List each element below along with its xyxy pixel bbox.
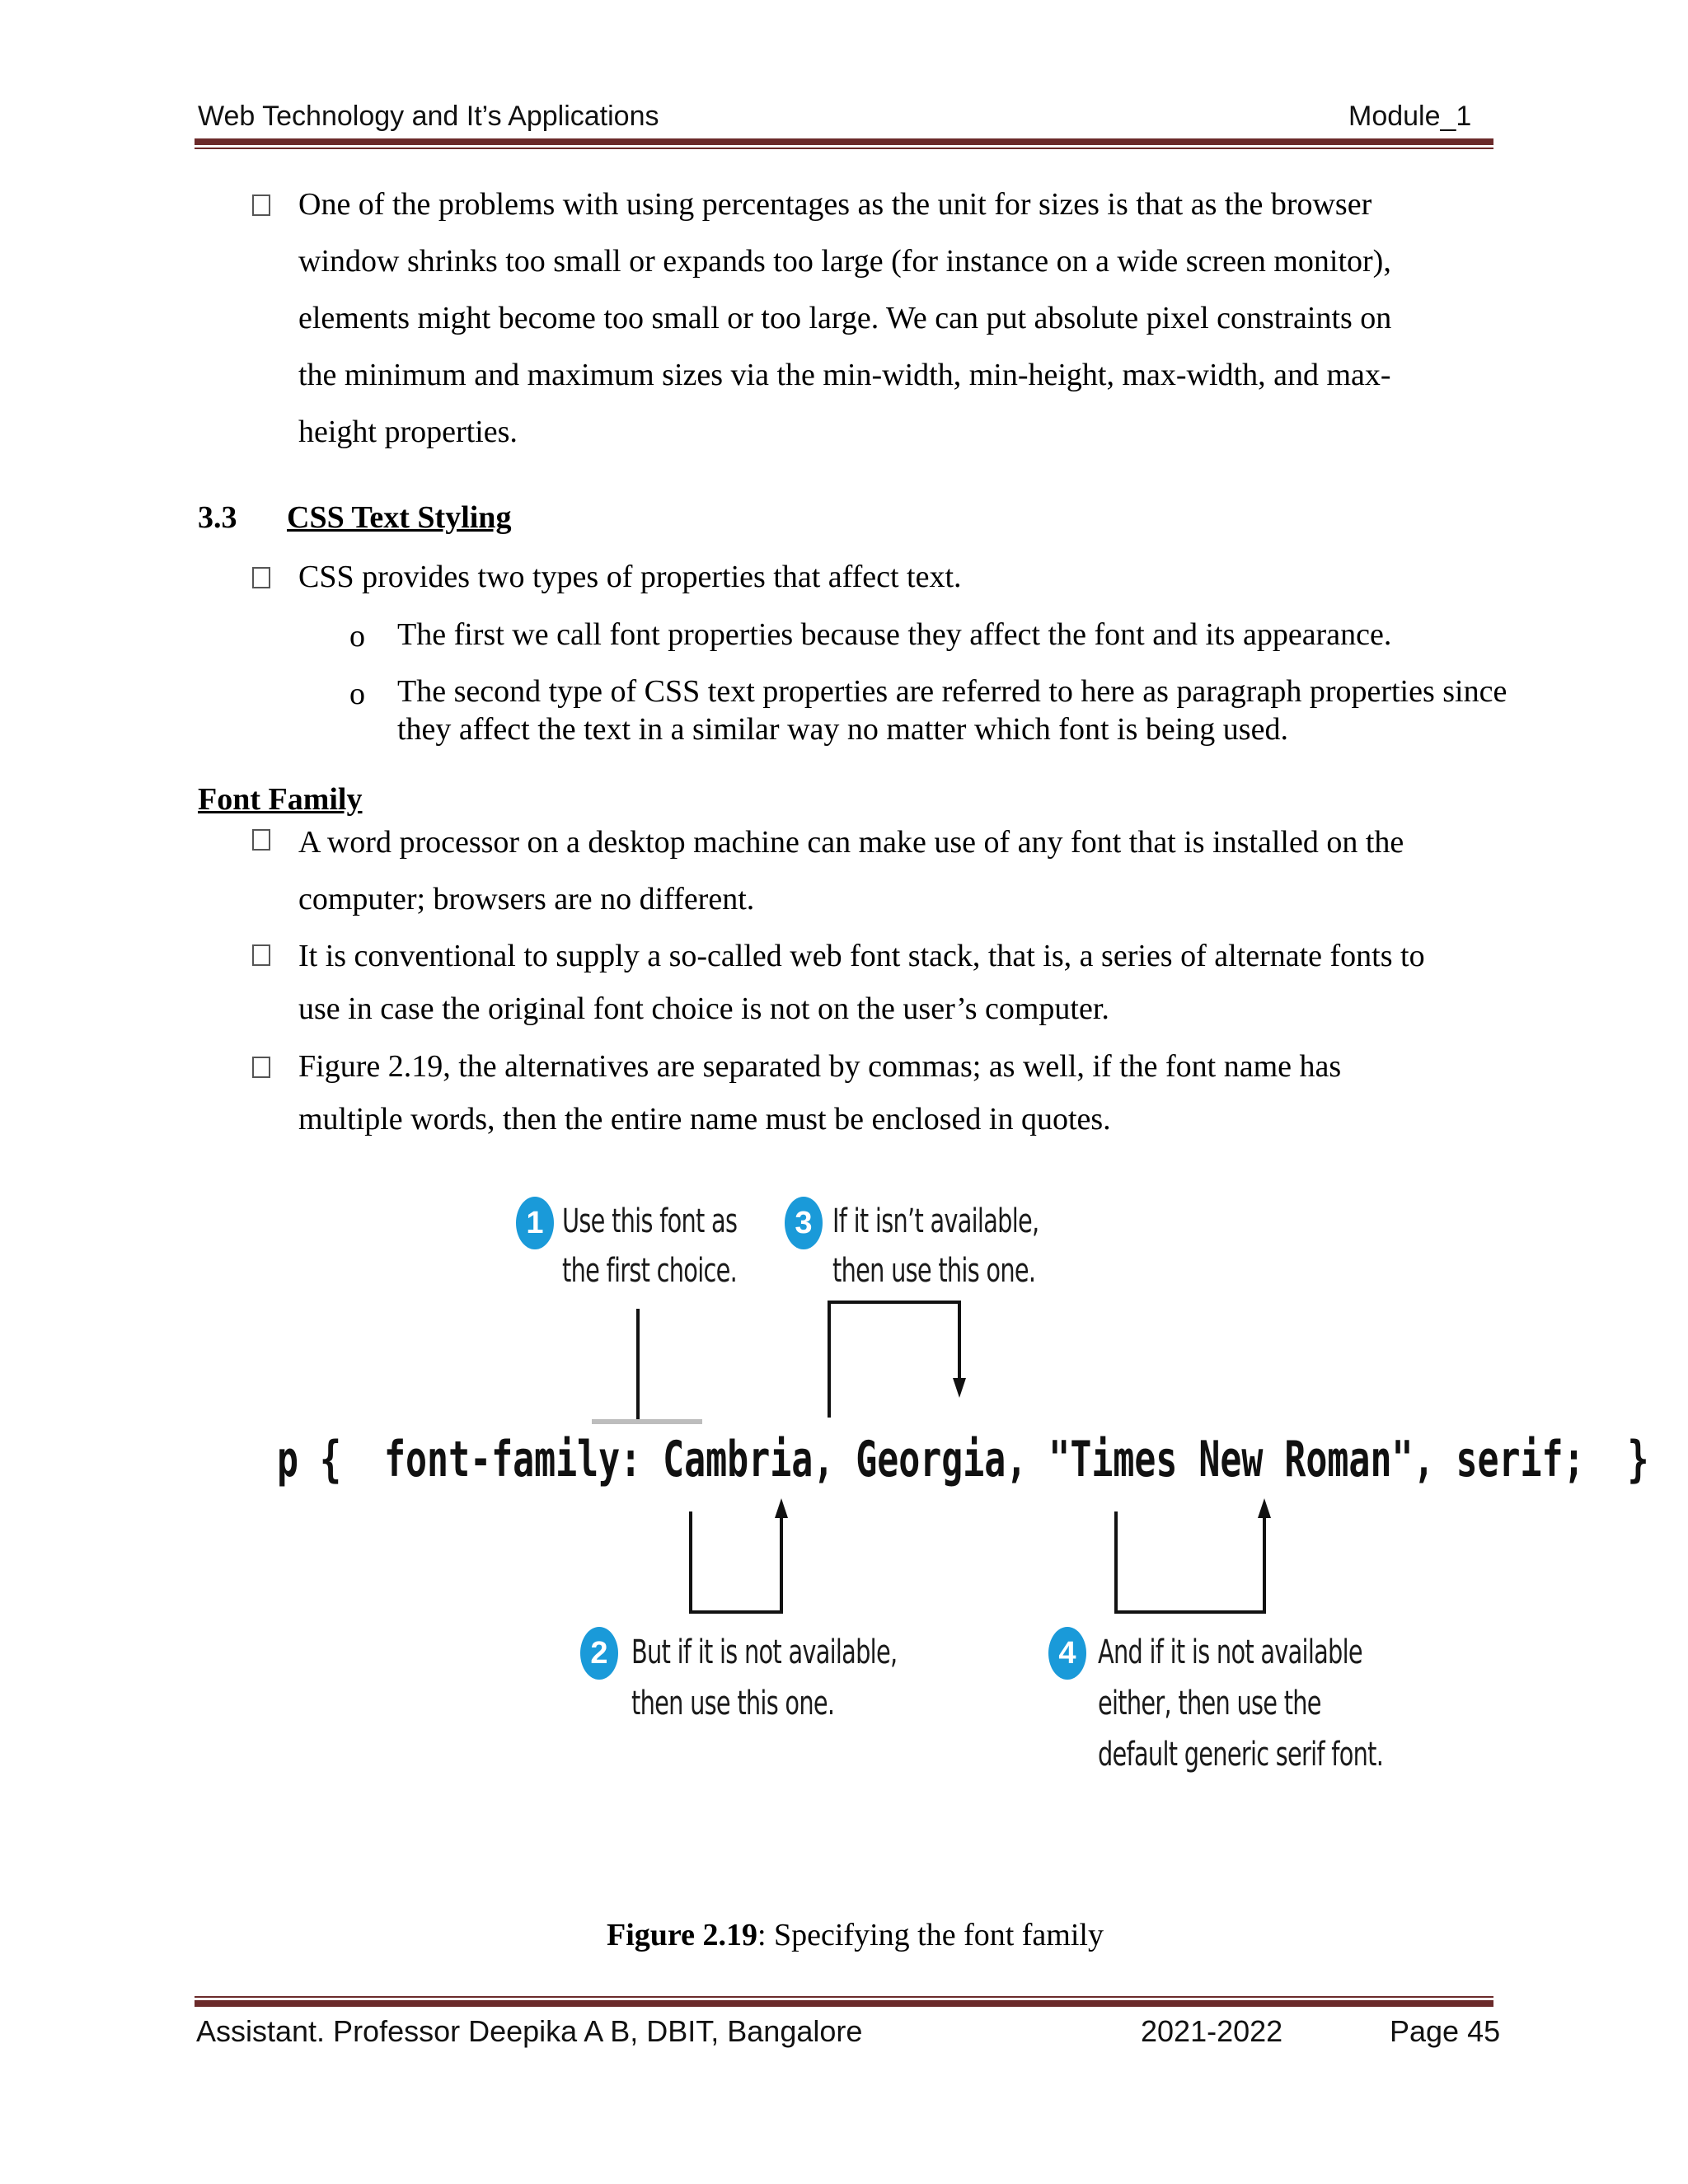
callout-line: then use this one. [631,1685,835,1722]
text-line: height properties. [298,415,518,449]
sub-bullet-marker: o [349,619,365,654]
text-line: computer; browsers are no different. [298,882,755,916]
caption-text: : Specifying the font family [757,1918,1104,1952]
text-line: multiple words, then the entire name must be enclosed in quotes. [298,1102,1111,1137]
text-line: A word processor on a desktop machine can make use of any font that is installed on the [298,825,1404,860]
connector-2-left [689,1511,692,1614]
connector-4-right [1263,1516,1266,1614]
connector-3-left [828,1301,831,1418]
callout-line: default generic serif font. [1098,1736,1384,1774]
callout-line: But if it is not available, [631,1633,898,1671]
arrow-up-icon [1258,1498,1271,1518]
section-title-text: CSS Text Styling [287,500,512,535]
header-rule-thin [195,148,1493,149]
callout-line: either, then use the [1098,1685,1321,1722]
text-line: It is conventional to supply a so-called web font stack, that is, a series of alternate fonts to [298,939,1425,973]
callout-line: If it isn’t available, [832,1202,1039,1240]
text-line: window shrinks too small or expands too large (for instance on a wide screen monitor), [298,244,1391,279]
connector-2-right [780,1516,783,1614]
callout-line: the first choice. [562,1252,738,1290]
footer-rule-thin [195,1996,1493,1998]
text-styling-bullet: CSS provides two types of properties that affect text. [298,560,962,594]
text-line: Figure 2.19, the alternatives are separated by commas; as well, if the font name has [298,1049,1342,1084]
font-family-bullet-1 [298,814,1490,928]
text-line: use in case the original font choice is not on the user’s computer. [298,991,1109,1026]
connector-4-bottom [1114,1610,1266,1614]
text-line: One of the problems with using percentages as the unit for sizes is that as the browser [298,187,1372,222]
callout-line: And if it is not available [1098,1633,1362,1671]
callout-1-text [562,1197,737,1296]
figure-caption [607,1917,1104,1953]
bullet-marker [252,567,270,588]
footer-author: Assistant. Professor Deepika A B, DBIT, Bangalore [196,2014,863,2048]
text-line: The second type of CSS text properties are referred to here as paragraph properties since [397,674,1507,709]
section-title [287,499,511,536]
code-font-family: p { font-family: Cambria, Georgia, "Times New Roman", serif; } [277,1431,1649,1488]
footer-rule [195,2000,1493,2007]
callout-4-text [1098,1627,1383,1780]
intro-paragraph [298,176,1490,461]
callout-line: Use this font as [562,1202,738,1240]
connector-1 [636,1309,640,1419]
footer-page: Page 45 [1390,2014,1501,2048]
arrow-up-icon [775,1498,788,1518]
bullet-marker [252,1057,270,1078]
section-number: 3.3 [198,500,237,535]
callout-2-text [631,1627,897,1729]
header-rule [195,138,1493,145]
callout-line: then use this one. [832,1252,1036,1290]
bullet-marker [252,829,270,851]
connector-1-underline [592,1419,702,1424]
font-family-heading-text: Font Family [198,782,363,817]
callout-badge-4: 4 [1048,1627,1086,1680]
bullet-marker [252,944,270,966]
header-title: Web Technology and It’s Applications [198,101,659,132]
font-family-heading [198,781,362,818]
sub-bullet-1: The first we call font properties because they affect the font and its appearance. [397,617,1392,652]
callout-badge-2: 2 [580,1627,618,1680]
font-family-bullet-2 [298,930,1425,1035]
callout-badge-1: 1 [516,1197,554,1249]
font-family-bullet-3 [298,1040,1490,1146]
connector-4-left [1114,1511,1118,1614]
header-module: Module_1 [1348,101,1472,132]
sub-bullet-2 [397,673,1507,748]
sub-bullet-marker: o [349,677,365,711]
callout-3-text [832,1197,1039,1296]
bullet-marker [252,194,270,216]
callout-badge-3: 3 [785,1197,823,1249]
text-line: elements might become too small or too large. We can put absolute pixel constraints on [298,301,1392,335]
footer-year: 2021-2022 [1141,2014,1283,2048]
text-line: the minimum and maximum sizes via the min-width, min-height, max-width, and max- [298,358,1391,392]
text-line: they affect the text in a similar way no matter which font is being used. [397,712,1288,747]
connector-3-right [958,1301,961,1380]
arrow-down-icon [953,1378,966,1398]
caption-label: Figure 2.19 [607,1918,757,1952]
connector-2-bottom [689,1610,783,1614]
connector-3-top [828,1301,961,1304]
